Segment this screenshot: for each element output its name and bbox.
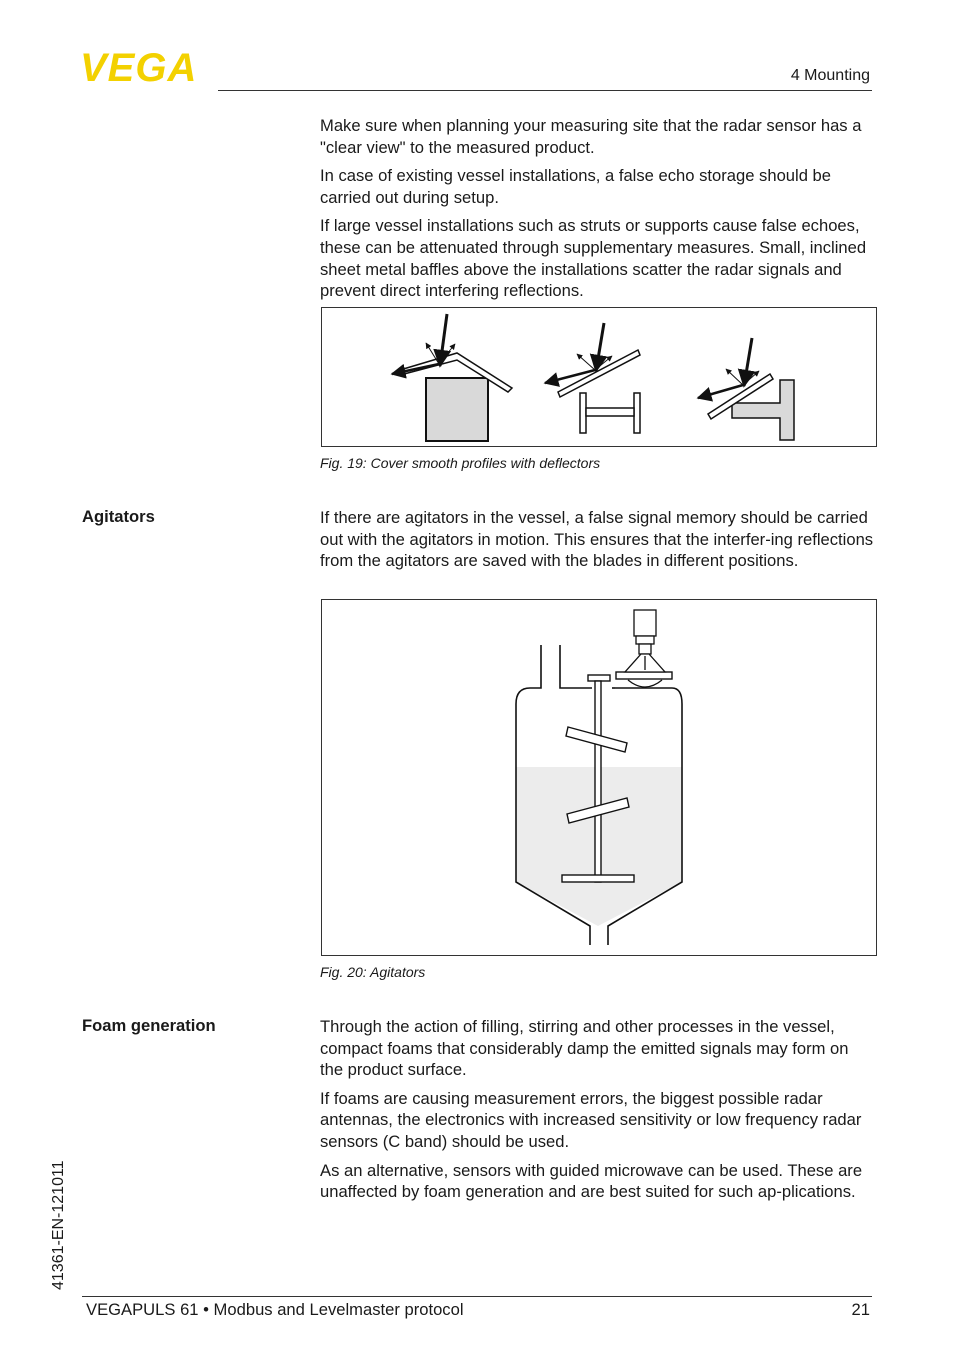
h-beam-profile-with-deflector [545,323,640,433]
foam-paragraph-2: If foams are causing measurement errors, the biggest possible radar antennas, the electronics with increased sensitivity or low frequency radar sensors (C band) should be used. [320,1088,862,1151]
document-id: 41361-EN-121011 [50,1160,67,1290]
section-label: 4 Mounting [790,67,870,84]
foam-paragraph-3: As an alternative, sensors with guided microwave can be used. These are unaffected by foam generation and are best suited for such ap-plications. [320,1160,863,1202]
agitators-text [320,507,876,579]
figure-19-caption: Fig. 19: Cover smooth profiles with deflectors [320,455,601,471]
foam-paragraph-1: Through the action of filling, stirring and other processes in the vessel, compact foams that considerably damp the emitted signals may form on the product surface. [320,1017,849,1080]
agitators-heading: Agitators [82,507,155,526]
intro-paragraph-2: In case of existing vessel installations, a false echo storage should be carried out during setup. [320,166,832,207]
page-number: 21 [851,1300,870,1319]
figure-20-agitators [321,599,877,956]
vega-logo [80,50,212,84]
intro-text [320,115,876,309]
footer-rule [82,1296,872,1297]
header-rule [218,90,872,91]
intro-paragraph-3: If large vessel installations such as struts or supports cause false echoes, these can be attenuated through supplementary measures. Small, inclined sheet metal baffles above the installations scatter the radar signals and prevent direct interfering reflections. [320,216,867,301]
svg-text:VEGA: VEGA [80,50,198,84]
agitator-shaft [595,681,601,882]
agitator-vessel-illustration [322,600,876,955]
foam-heading: Foam generation [82,1016,216,1035]
intro-paragraph-1: Make sure when planning your measuring site that the radar sensor has a "clear view" to the measured product. [320,116,862,157]
deflector-illustration [322,308,876,446]
foam-text [320,1016,876,1210]
agitators-paragraph-1: If there are agitators in the vessel, a false signal memory should be carried out with the agitators in motion. This ensures that the interfer-ing reflections from the agitators are saved with the blades in different positions. [320,508,874,571]
t-profile-with-deflector [698,338,794,440]
figure-19-deflectors [321,307,877,447]
footer-title: VEGAPULS 61 • Modbus and Levelmaster protocol [86,1300,464,1319]
box-profile-with-roof [392,314,512,441]
figure-20-caption: Fig. 20: Agitators [320,964,426,980]
